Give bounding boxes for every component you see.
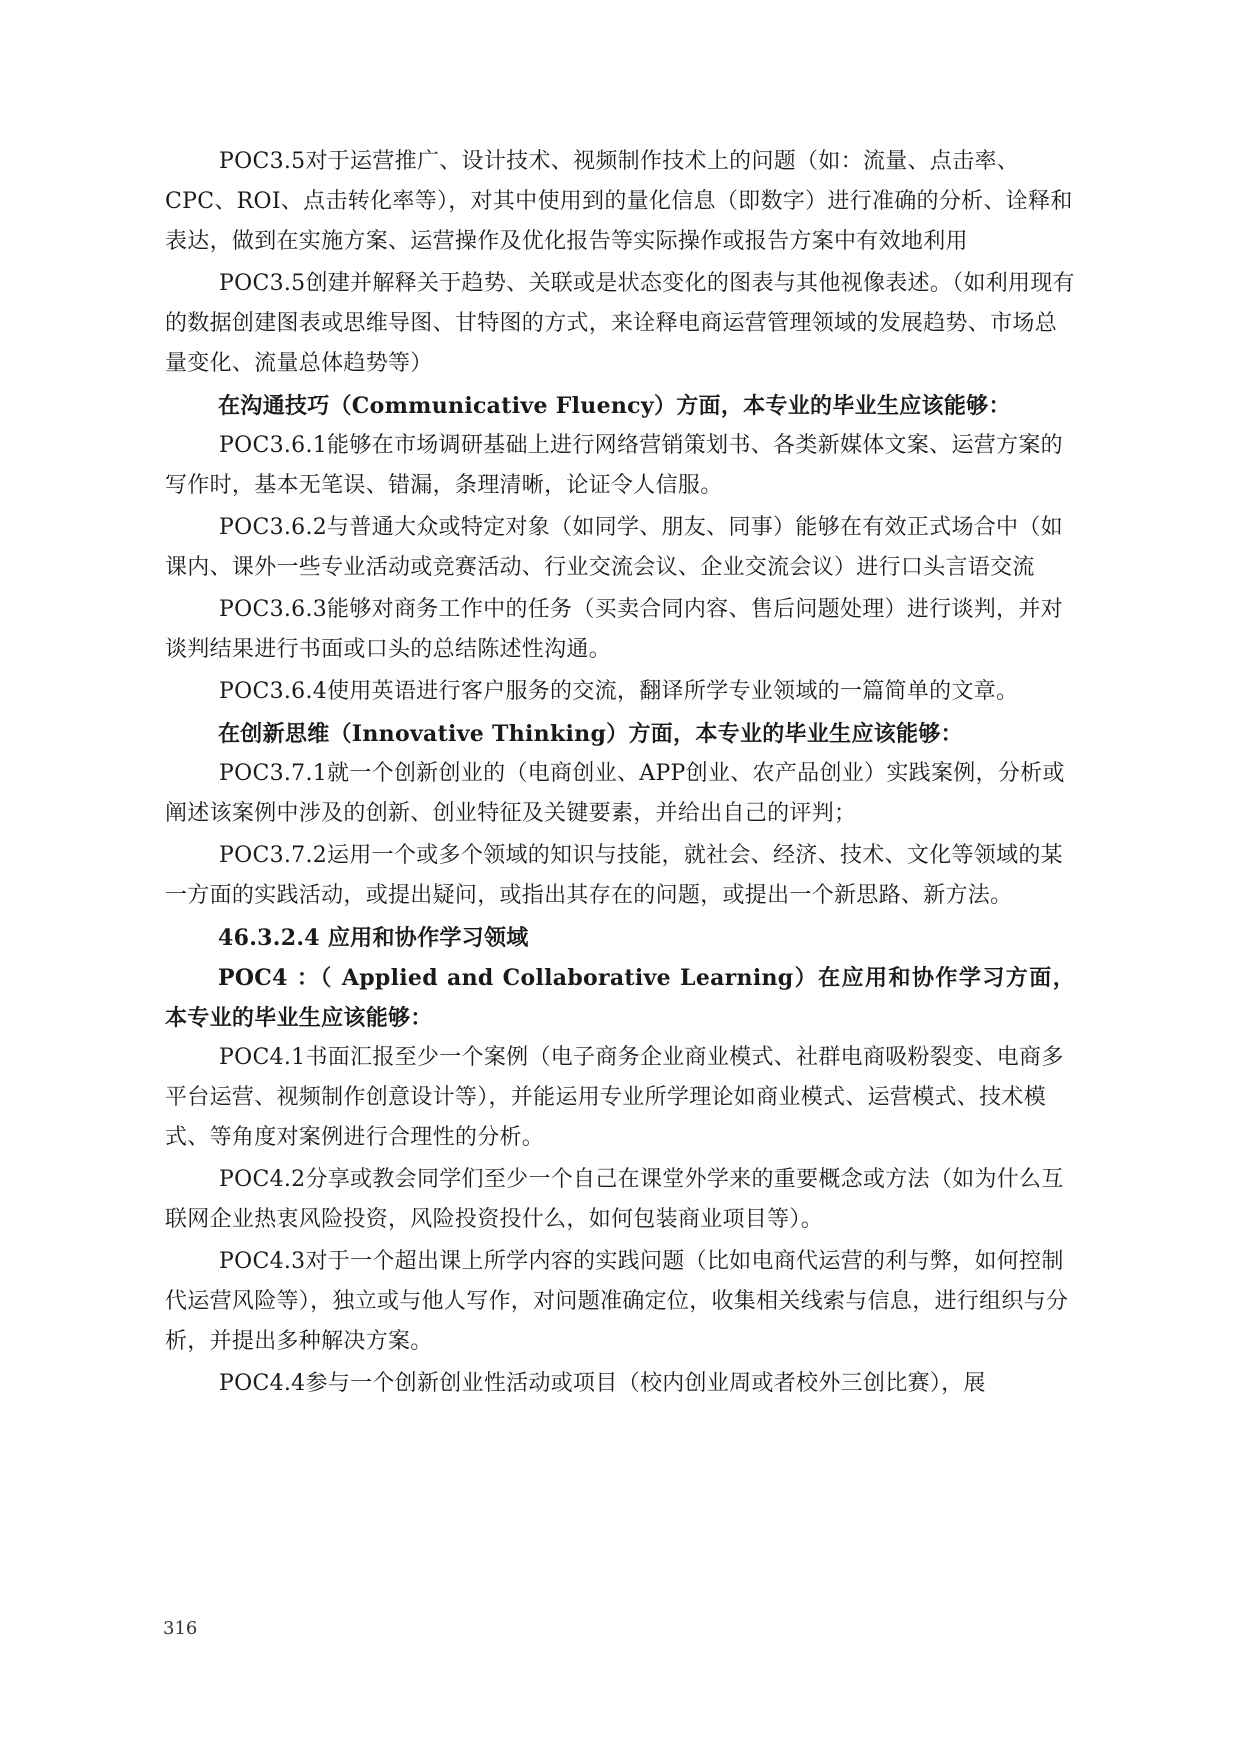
heading-communicative-fluency: 在沟通技巧（Communicative Fluency）方面，本专业的毕业生应该能够： xyxy=(218,393,1011,419)
paragraph-poc4-1: POC4.1书面汇报至少一个案例（电子商务企业商业模式、社群电商吸粉裂变、电商多平台运营、视频制作创意设计等），并能运用专业所学理论如商业模式、运营模式、技术模式、等角度对案例进行合理性的分析。 xyxy=(165,1045,1064,1150)
paragraph-poc3-7-2: POC3.7.2运用一个或多个领域的知识与技能，就社会、经济、技术、文化等领域的某一方面的实践活动，或提出疑问，或指出其存在的问题，或提出一个新思路、新方法。 xyxy=(165,843,1063,908)
paragraph-poc3-5-quantitative: POC3.5对于运营推广、设计技术、视频制作技术上的问题（如：流量、点击率、CPC、ROI、点击转化率等），对其中使用到的量化信息（即数字）进行准确的分析、诠释和表达，做到在实施方案、运营操作及优化报告等实际操作或报告方案中有效地利用 xyxy=(165,149,1073,254)
page-body xyxy=(165,142,1075,1406)
paragraph-poc3-6-3: POC3.6.3能够对商务工作中的任务（买卖合同内容、售后问题处理）进行谈判，并对谈判结果进行书面或口头的总结陈述性沟通。 xyxy=(165,597,1063,662)
paragraph-poc4-2: POC4.2分享或教会同学们至少一个自己在课堂外学来的重要概念或方法（如为什么互联网企业热衷风险投资，风险投资投什么，如何包装商业项目等）。 xyxy=(165,1167,1064,1232)
heading-poc4-applied-collaborative: POC4 ：（ Applied and Collaborative Learning）在应用和协作学习方面，本专业的毕业生应该能够： xyxy=(165,965,1075,1031)
paragraph-poc3-6-2: POC3.6.2与普通大众或特定对象（如同学、朋友、同事）能够在有效正式场合中（如课内、课外一些专业活动或竞赛活动、行业交流会议、企业交流会议）进行口头言语交流 xyxy=(165,515,1063,580)
heading-innovative-thinking: 在创新思维（Innovative Thinking）方面，本专业的毕业生应该能够： xyxy=(218,721,963,747)
paragraph-poc3-6-1: POC3.6.1能够在市场调研基础上进行网络营销策划书、各类新媒体文案、运营方案的写作时，基本无笔误、错漏，条理清晰，论证令人信服。 xyxy=(165,433,1063,498)
paragraph-poc4-4: POC4.4参与一个创新创业性活动或项目（校内创业周或者校外三创比赛），展 xyxy=(219,1371,986,1396)
paragraph-poc4-3: POC4.3对于一个超出课上所学内容的实践问题（比如电商代运营的利与弊，如何控制代运营风险等），独立或与他人写作，对问题准确定位，收集相关线索与信息，进行组织与分析，并提出多种解决方案。 xyxy=(165,1249,1069,1354)
paragraph-poc3-7-1: POC3.7.1就一个创新创业的（电商创业、APP创业、农产品创业）实践案例，分析或阐述该案例中涉及的创新、创业特征及关键要素，并给出自己的评判； xyxy=(165,761,1065,826)
section-heading-46-3-2-4: 46.3.2.4 应用和协作学习领域 xyxy=(218,925,529,951)
paragraph-poc3-6-4: POC3.6.4使用英语进行客户服务的交流，翻译所学专业领域的一篇简单的文章。 xyxy=(219,679,1019,704)
paragraph-poc3-5-charts: POC3.5创建并解释关于趋势、关联或是状态变化的图表与其他视像表述。（如利用现有的数据创建图表或思维导图、甘特图的方式，来诠释电商运营管理领域的发展趋势、市场总量变化、流量总体趋势等） xyxy=(165,271,1075,376)
page-number: 316 xyxy=(163,1618,198,1639)
